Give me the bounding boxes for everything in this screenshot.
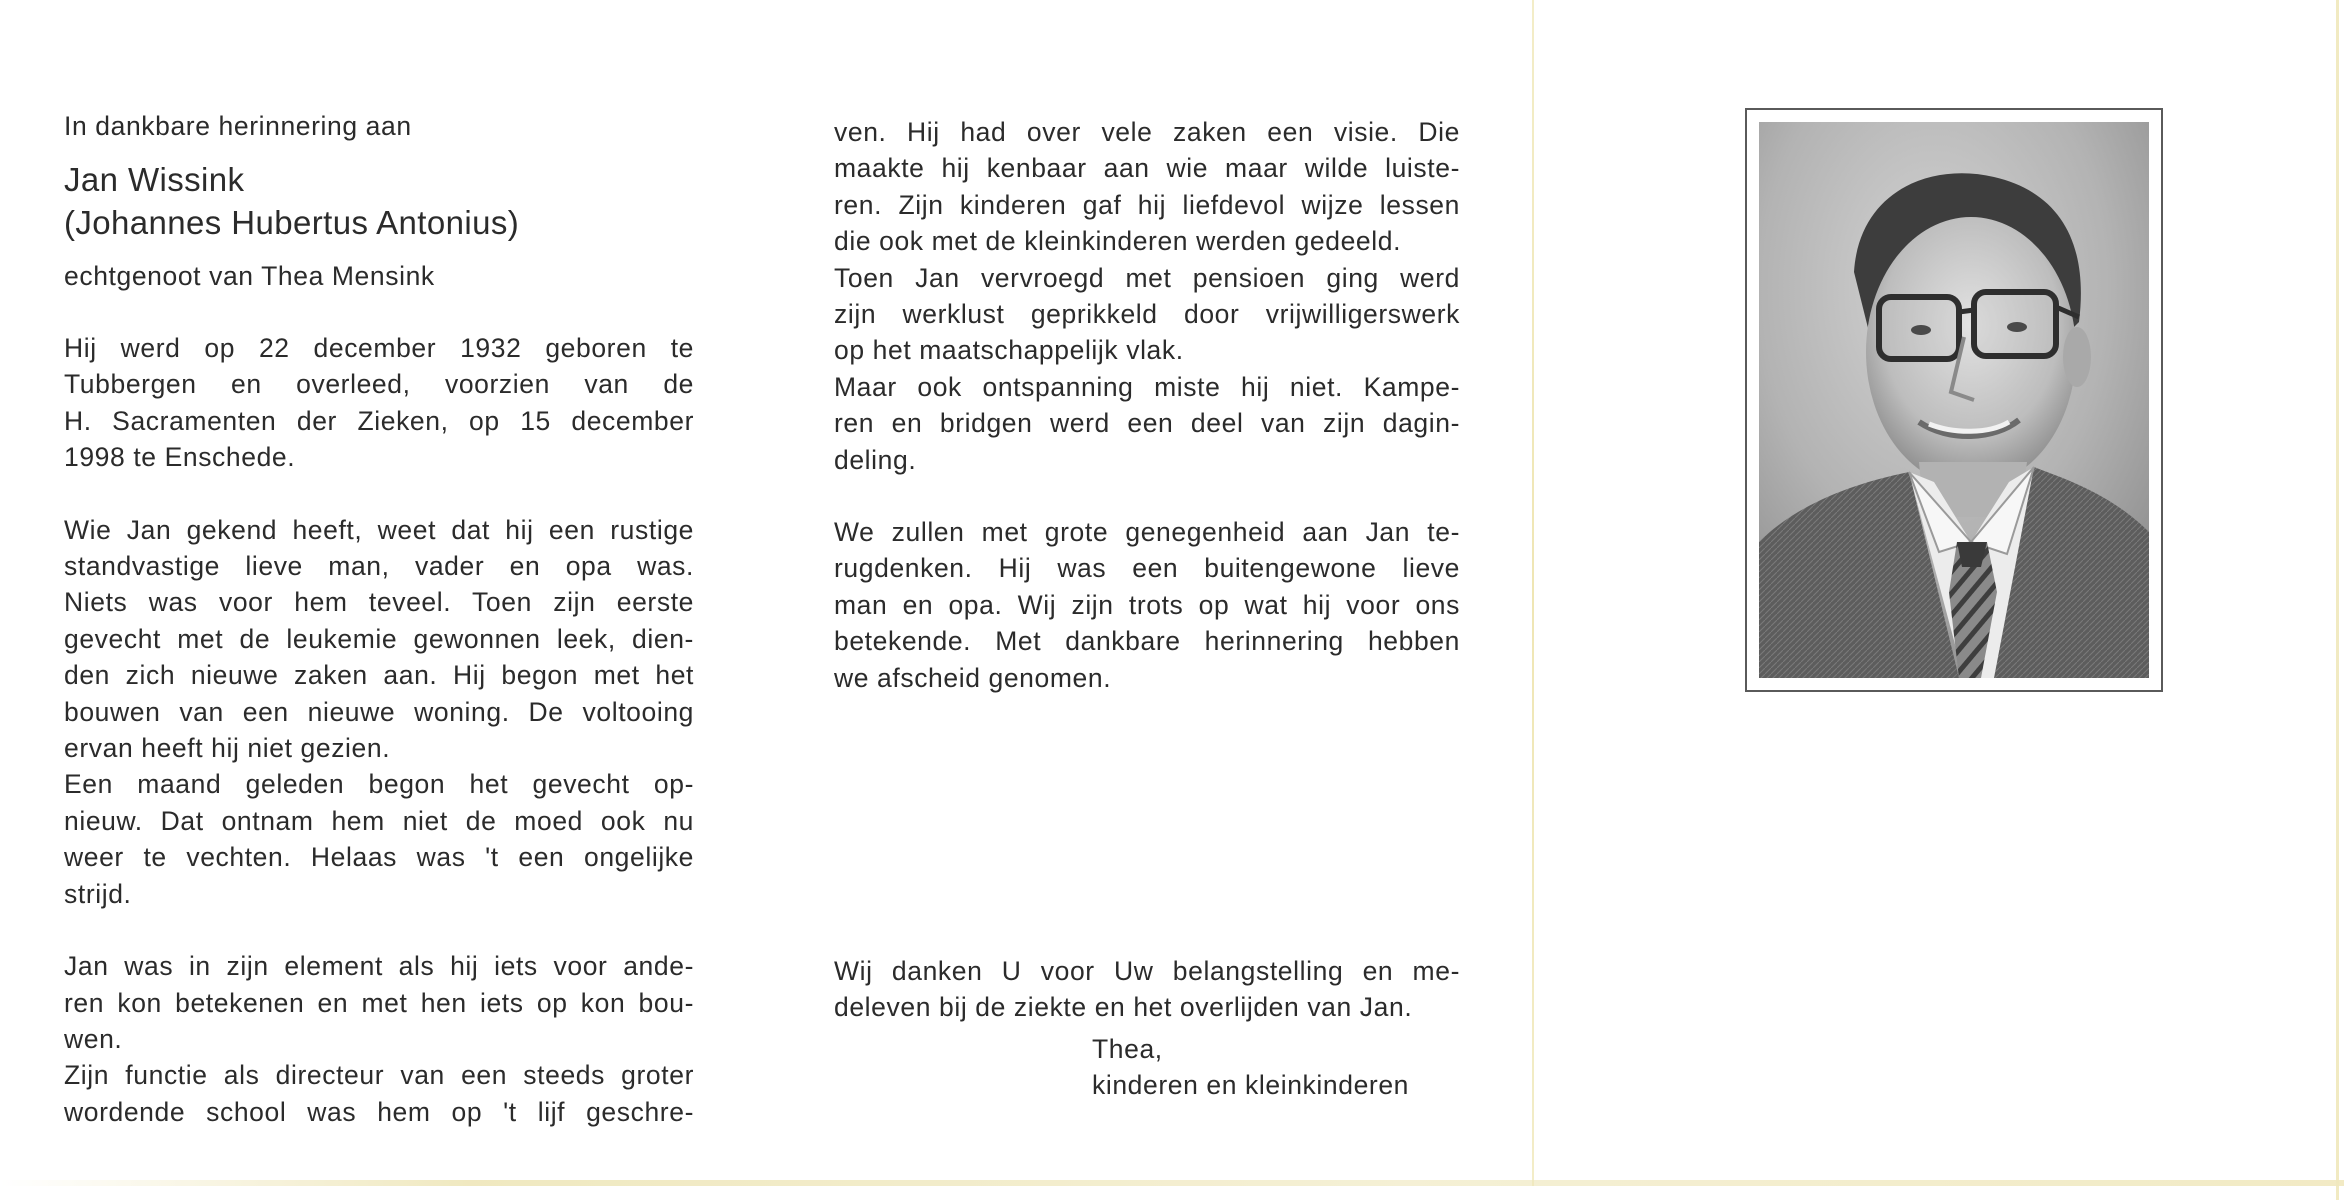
text-line: wen.	[64, 1023, 123, 1054]
portrait-frame	[1745, 108, 2163, 692]
text-line: wordende school was hem op 't lijf geschre-	[64, 1096, 694, 1127]
paragraph-leisure	[834, 369, 1460, 478]
paragraph-struggle	[64, 766, 694, 912]
paragraph-vision	[834, 114, 1460, 260]
intro-line: In dankbare herinnering aan	[64, 111, 412, 141]
text-line: Wij danken U voor Uw belangstelling en me-	[834, 956, 1460, 986]
paper-edge-right	[2336, 0, 2339, 1200]
text-line: deling.	[834, 444, 917, 475]
text-line: Jan was in zijn element als hij iets voor ande-	[64, 951, 694, 982]
text-line: Maar ook ontspanning miste hij niet. Kampe-	[834, 371, 1460, 402]
text-line: betekende. Met dankbare herinnering hebben	[834, 626, 1460, 657]
text-line: deleven bij de ziekte en het overlijden van Jan.	[834, 992, 1413, 1023]
portrait-photo-icon	[1759, 122, 2149, 678]
thanks-paragraph	[834, 953, 1460, 1026]
text-line: Tubbergen en overleed, voorzien van de	[64, 369, 694, 400]
left-column	[64, 108, 694, 1130]
signature-line: kinderen en kleinkinderen	[1092, 1070, 1410, 1101]
text-line: Een maand geleden begon het gevecht op-	[64, 769, 694, 800]
paragraph-remembrance	[834, 514, 1460, 696]
signature-line: Thea,	[1092, 1034, 1163, 1064]
text-line: strijd.	[64, 878, 132, 909]
text-line: ven. Hij had over vele zaken een visie. Die	[834, 117, 1460, 147]
text-line: ervan heeft hij niet gezien.	[64, 733, 391, 764]
text-line: weer te vechten. Helaas was 't een ongelijke	[64, 842, 694, 873]
paragraph-retirement	[834, 260, 1460, 369]
spouse-line: echtgenoot van Thea Mensink	[64, 261, 435, 291]
deceased-name: Jan Wissink	[64, 161, 245, 198]
text-line: bouwen van een nieuwe woning. De voltooing	[64, 696, 694, 727]
text-line: zijn werklust geprikkeld door vrijwilligerswerk	[834, 299, 1460, 330]
text-line: we afscheid genomen.	[834, 662, 1112, 693]
paragraph-element	[64, 948, 694, 1057]
text-line: gevecht met de leukemie gewonnen leek, dien-	[64, 623, 694, 654]
paragraph-career	[64, 1057, 694, 1130]
text-line: Toen Jan vervroegd met pensioen ging werd	[834, 262, 1460, 293]
text-line: H. Sacramenten der Zieken, op 15 december	[64, 405, 694, 436]
signature-block	[1092, 1031, 1409, 1104]
text-line: maakte hij kenbaar aan wie maar wilde luiste-	[834, 153, 1460, 184]
paper-edge-bottom	[0, 1180, 2344, 1186]
text-line: 1998 te Enschede.	[64, 442, 296, 473]
text-line: ren kon betekenen en met hen iets op kon bou-	[64, 987, 694, 1018]
middle-column	[834, 114, 1460, 696]
text-line: Wie Jan gekend heeft, weet dat hij een rustige	[64, 514, 694, 545]
text-line: Zijn functie als directeur van een steeds groter	[64, 1060, 694, 1091]
paragraph-birth	[64, 330, 694, 476]
text-line: ren en bridgen werd een deel van zijn dagin-	[834, 408, 1460, 439]
text-line: We zullen met grote genegenheid aan Jan te-	[834, 517, 1460, 548]
text-line: man en opa. Wij zijn trots op wat hij voor ons	[834, 589, 1460, 620]
card-header	[64, 108, 694, 294]
text-line: ren. Zijn kinderen gaf hij liefdevol wijze lessen	[834, 189, 1460, 220]
paragraph-character	[64, 512, 694, 767]
fold-line	[1532, 0, 1534, 1186]
text-line: Niets was voor hem teveel. Toen zijn eerste	[64, 587, 694, 618]
text-line: Hij werd op 22 december 1932 geboren te	[64, 333, 694, 363]
text-line: standvastige lieve man, vader en opa was.	[64, 551, 694, 582]
text-line: op het maatschappelijk vlak.	[834, 335, 1184, 366]
deceased-full-name: (Johannes Hubertus Antonius)	[64, 204, 520, 241]
text-line: rugdenken. Hij was een buitengewone lieve	[834, 553, 1460, 584]
portrait-photo	[1759, 122, 2149, 678]
text-line: die ook met de kleinkinderen werden gedeeld.	[834, 226, 1402, 257]
text-line: nieuw. Dat ontnam hem niet de moed ook nu	[64, 805, 694, 836]
text-line: den zich nieuwe zaken aan. Hij begon met het	[64, 660, 694, 691]
